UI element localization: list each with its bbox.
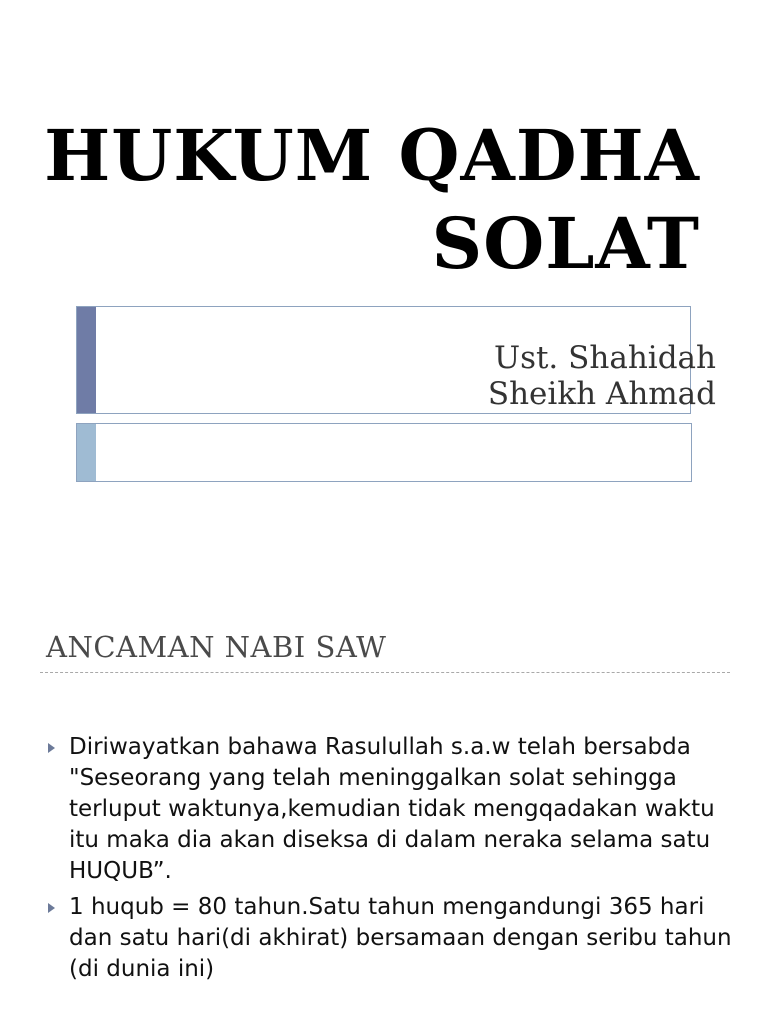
accent-box-stripe (77, 424, 96, 481)
slide-title (40, 112, 700, 288)
heading-divider (40, 672, 730, 673)
bullet-text: 1 huqub = 80 tahun.Satu tahun mengandungi 365 hari dan satu hari(di akhirat) bersamaan dengan seribu tahun (di dunia ini) (69, 894, 732, 982)
bullet-text: Diriwayatkan bahawa Rasulullah s.a.w telah bersabda "Seseorang yang telah meninggalkan solat sehingga terluput waktunya,kemudian tidak mengqadakan waktu itu maka dia akan diseksa di dalam neraka selama satu HUQUB”. (69, 734, 715, 884)
bullet-item (44, 892, 734, 985)
subtitle-line-2: Sheikh Ahmad (487, 376, 716, 412)
bullet-item (44, 732, 734, 887)
section-heading: ANCAMAN NABI SAW (46, 630, 387, 664)
subtitle-line-1: Ust. Shahidah (493, 340, 716, 376)
subtitle-box-stripe (77, 307, 96, 413)
empty-accent-box (76, 423, 692, 482)
triangle-bullet-icon (48, 903, 55, 913)
bullet-list (44, 732, 734, 990)
title-line-1: HUKUM QADHA (44, 114, 700, 197)
title-line-2: SOLAT (431, 202, 700, 285)
triangle-bullet-icon (48, 743, 55, 753)
subtitle (488, 340, 716, 412)
